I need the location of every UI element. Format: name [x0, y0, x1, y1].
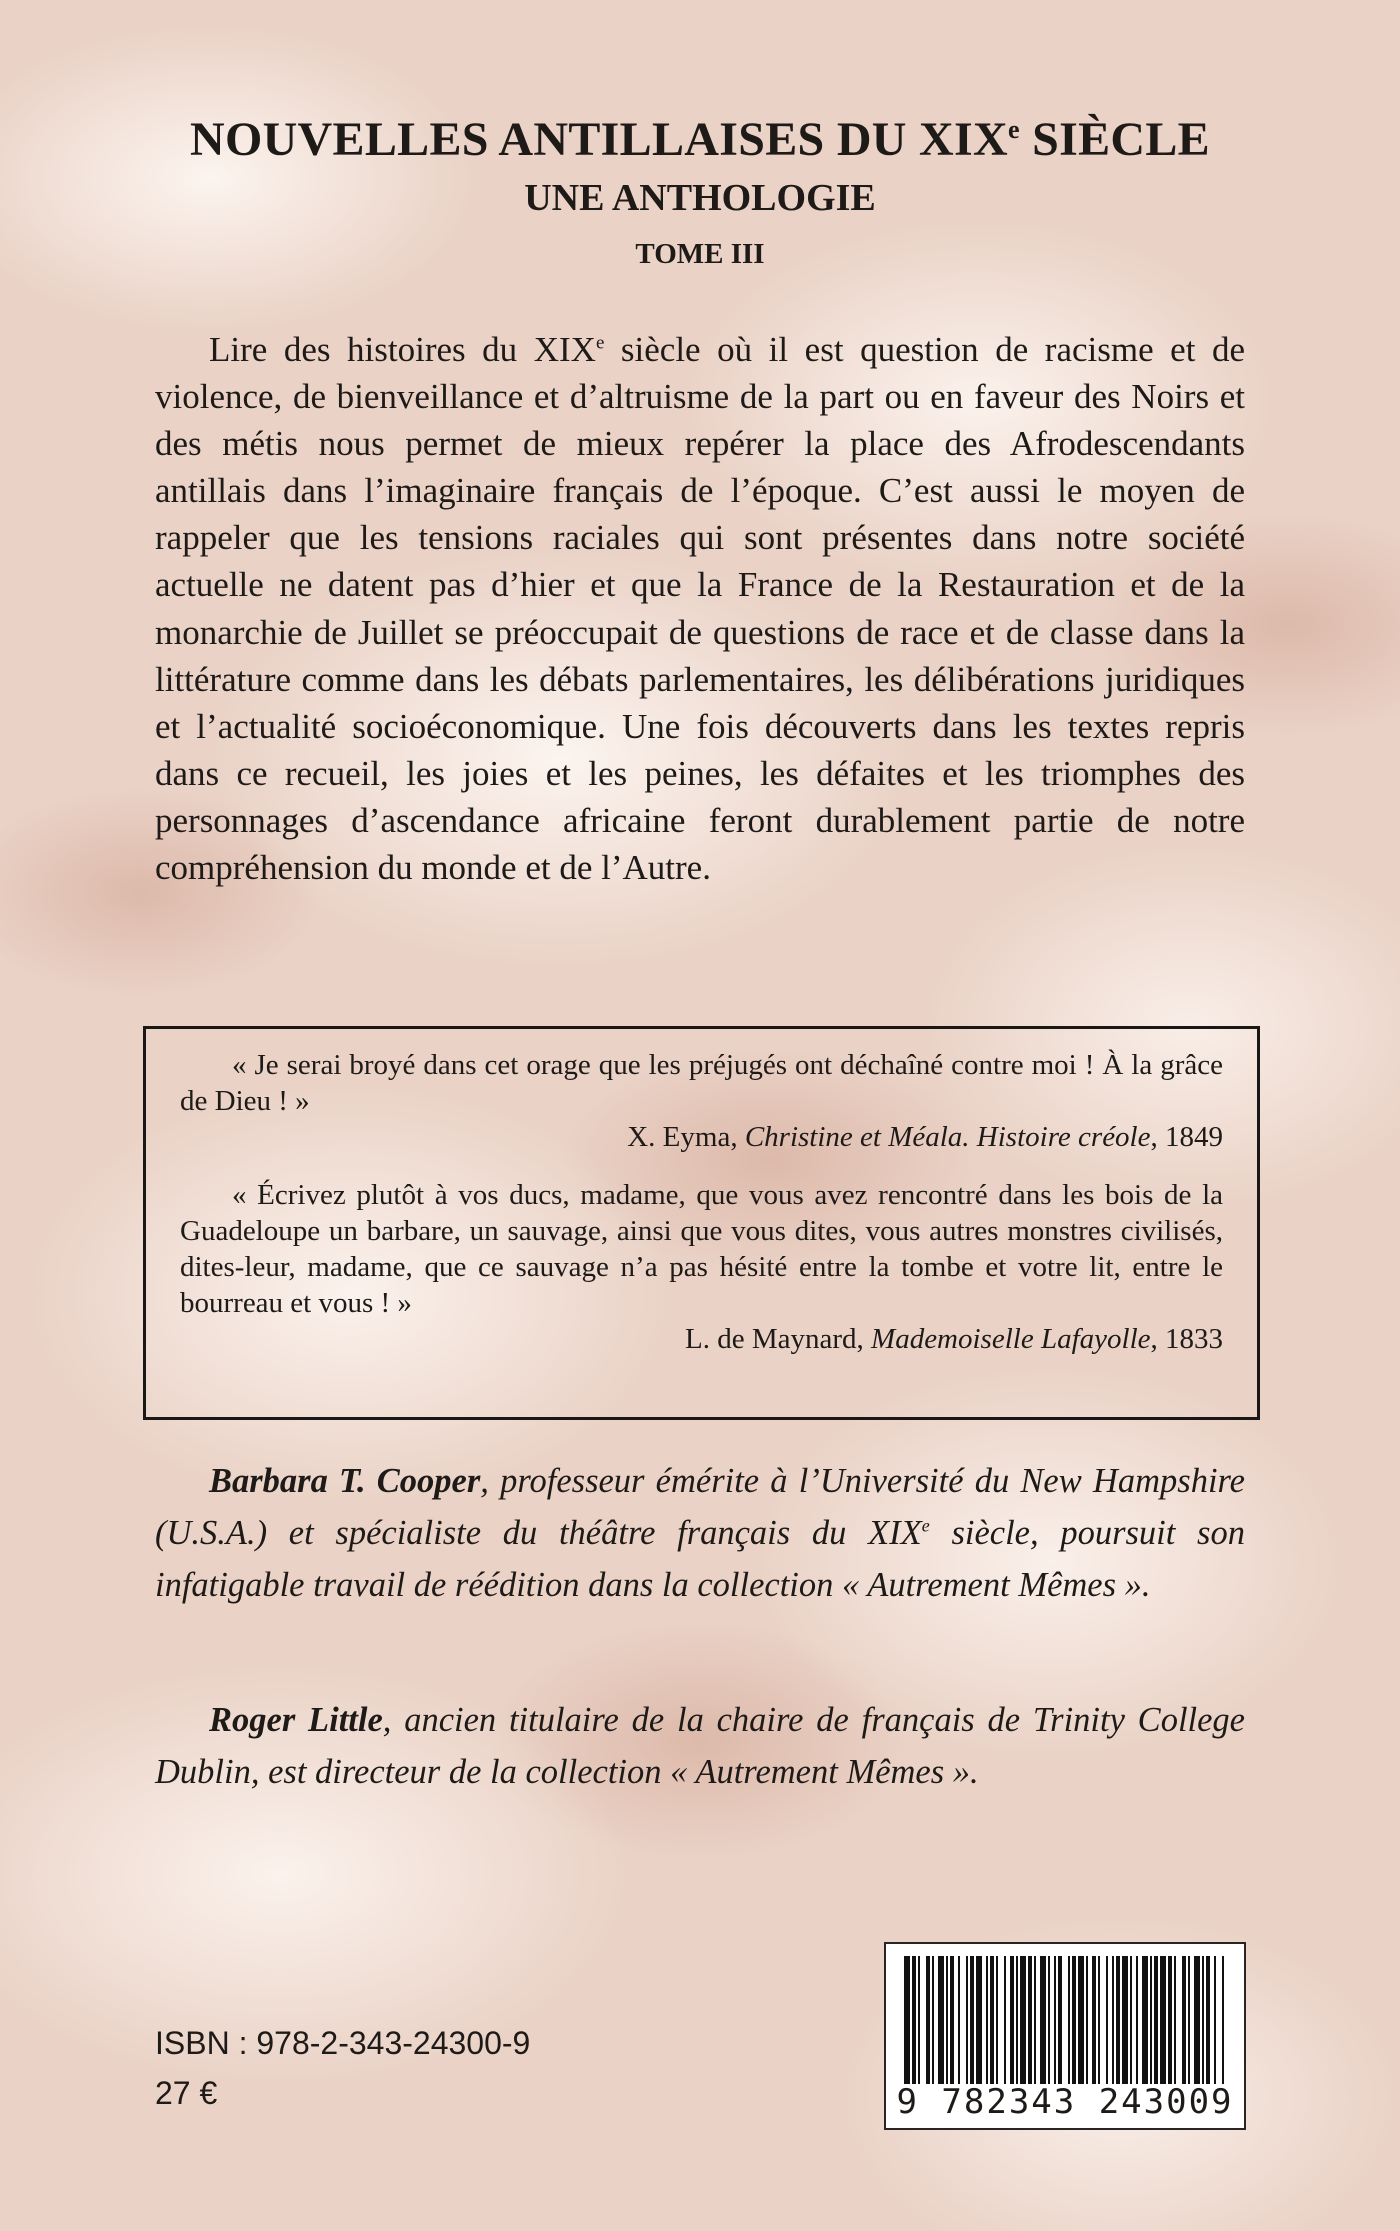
barcode-bar [918, 1956, 920, 2084]
barcode-bar [1004, 1956, 1006, 2084]
barcode-bar [1160, 1956, 1166, 2084]
quote-source-1: X. Eyma, Christine et Méala. Histoire créole, 1849 [627, 1121, 1223, 1153]
barcode-bar [958, 1956, 960, 2084]
summary-paragraph: Lire des histoires du XIXe siècle où il est question de racisme et de violence, de bienveillance et d’altruisme de la part ou en faveur des Noirs et des métis nous permet de mieux repérer la place des Afrodescendants antillais dans l’imaginaire français de l’époque. C’est aussi le moyen de rappeler que les tensions raciales qui sont présentes dans notre société actuelle ne datent pas d’hier et que la France de la Restauration et de la monarchie de Juillet se préoccupait de questions de race et de classe dans la littérature comme dans les débats parlementaires, les délibérations juridiques et l’actualité socioéconomique. Une fois découverts dans les textes repris dans ce recueil, les joies et les peines, les défaites et les triomphes des personnages d’ascendance africaine feront durablement partie de notre compréhension du monde et de l’Autre. [155, 330, 1246, 888]
barcode-bar [1168, 1956, 1172, 2084]
barcode-bar [986, 1956, 988, 2084]
isbn-label: ISBN : 978-2-343-24300-9 [155, 2025, 531, 2061]
barcode-bar [1058, 1956, 1062, 2084]
barcode-digits: 9 782343 243009 [896, 2082, 1234, 2122]
barcode-bar [950, 1956, 954, 2084]
barcode-bar [1136, 1956, 1138, 2084]
barcode-bar [1194, 1956, 1200, 2084]
barcode-bar [1054, 1956, 1056, 2084]
barcode-bar [990, 1956, 994, 2084]
barcode-bar [912, 1956, 916, 2084]
barcode-bar [946, 1956, 948, 2084]
book-title: NOUVELLES ANTILLAISES DU XIXe SIÈCLE [189, 113, 1210, 166]
quote-text-2: « Écrivez plutôt à vos ducs, madame, que vous avez rencontré dans les bois de la Guadeloupe un barbare, un sauvage, ainsi que vous dites, vous autres monstres civilisés, dites-leur, madame, que ce sauvage n’a pas hésité entre la tombe et votre lit, entre le bourreau et vous ! » [180, 1179, 1223, 1319]
price-label: 27 € [155, 2075, 218, 2111]
barcode-bar [938, 1956, 944, 2084]
barcode-bar [1010, 1956, 1014, 2084]
book-subtitle: UNE ANTHOLOGIE [524, 177, 876, 219]
barcode-bar [1048, 1956, 1050, 2084]
barcode-bar [1182, 1956, 1186, 2084]
barcode-bar [996, 1956, 998, 2084]
barcode-bar [970, 1956, 974, 2084]
barcode-bar [926, 1956, 930, 2084]
barcode-bar [1122, 1956, 1128, 2084]
barcode-bar [1092, 1956, 1096, 2084]
author-name: Barbara T. Cooper [209, 1462, 481, 1500]
barcode-bar [1130, 1956, 1132, 2084]
barcode-bar [1154, 1956, 1158, 2084]
quote-text-1: « Je serai broyé dans cet orage que les préjugés ont déchaîné contre moi ! À la grâce de Dieu ! » [180, 1049, 1223, 1117]
barcode-bar [1206, 1956, 1210, 2084]
barcode-bar [1106, 1956, 1108, 2084]
quotes-box [143, 1026, 1260, 1420]
barcode-bar [1086, 1956, 1088, 2084]
editor-name: Roger Little [209, 1701, 383, 1739]
barcode-bar [1174, 1956, 1176, 2084]
barcode-bar [1116, 1956, 1120, 2084]
barcode-bar [1016, 1956, 1018, 2084]
author-bio-cooper: Barbara T. Cooper, professeur émérite à l’Université du New Hampshire (U.S.A.) et spécialiste du théâtre français du XIXe siècle, poursuit son infatigable travail de réédition dans la collection « Autrement Mêmes ». [155, 1462, 1245, 1604]
barcode-bar [1142, 1956, 1148, 2084]
barcode-bar [1214, 1956, 1216, 2084]
editor-bio-little: Roger Little, ancien titulaire de la chaire de français de Trinity College Dublin, est directeur de la collection « Autrement Mêmes ». [155, 1701, 1245, 1791]
quote-source-2: L. de Maynard, Mademoiselle Lafayolle, 1833 [685, 1323, 1223, 1355]
barcode [884, 1942, 1246, 2130]
barcode-bar [1034, 1956, 1036, 2084]
barcode-bar [1098, 1956, 1100, 2084]
barcode-bar [1078, 1956, 1084, 2084]
barcode-bar [1020, 1956, 1026, 2084]
barcode-bar [1112, 1956, 1114, 2084]
barcode-bar [1222, 1956, 1224, 2084]
barcode-bar [1188, 1956, 1190, 2084]
barcode-bar [1072, 1956, 1076, 2084]
barcode-bar [1202, 1956, 1204, 2084]
barcode-bar [1028, 1956, 1032, 2084]
barcode-bar [966, 1956, 968, 2084]
barcode-bar [1068, 1956, 1070, 2084]
barcode-bar [904, 1956, 910, 2084]
barcode-bar [1150, 1956, 1152, 2084]
barcode-bar [976, 1956, 982, 2084]
barcode-bar [1040, 1956, 1046, 2084]
volume-label: TOME III [635, 238, 765, 270]
barcode-bar [932, 1956, 934, 2084]
